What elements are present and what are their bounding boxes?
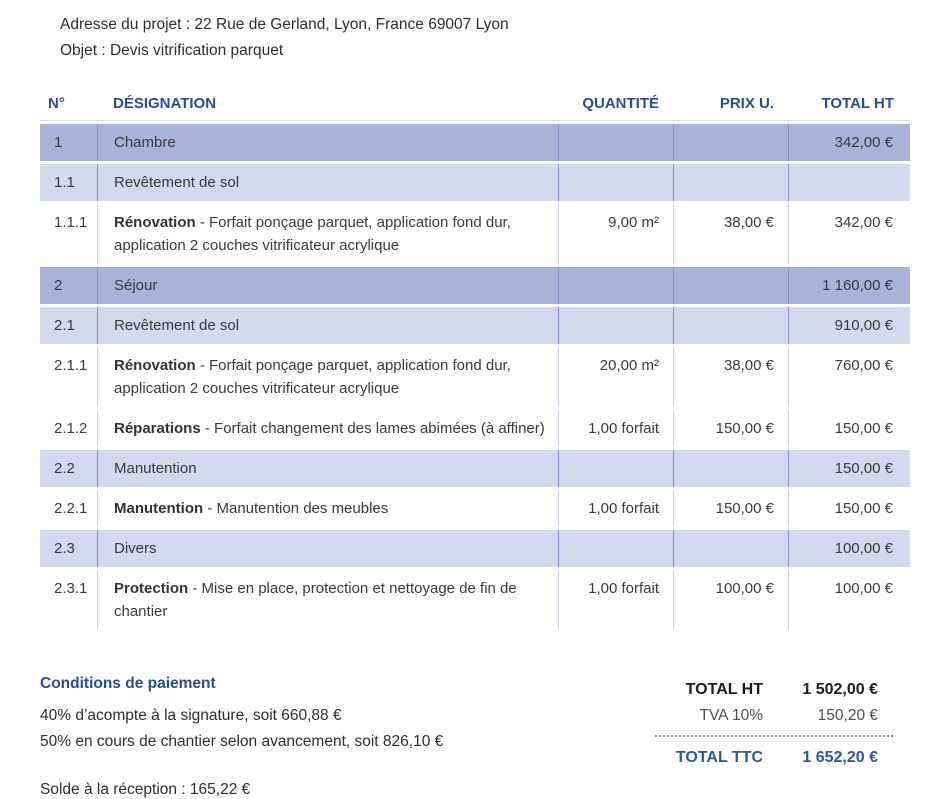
- row-unit-price: 38,00 €: [673, 204, 788, 264]
- row-total: 342,00 €: [788, 204, 910, 264]
- row-total: 150,00 €: [788, 410, 910, 447]
- row-designation: Séjour: [97, 267, 558, 304]
- project-object: Objet : Devis vitrification parquet: [60, 42, 284, 59]
- column-header-num: N°: [40, 89, 97, 121]
- table-row: [40, 490, 910, 527]
- row-quantity: [558, 267, 673, 304]
- table-header-row: [40, 89, 910, 121]
- row-quantity: 1,00 forfait: [558, 490, 673, 527]
- column-header-designation: DÉSIGNATION: [97, 89, 558, 121]
- row-designation: Revêtement de sol: [97, 307, 558, 344]
- tva-label: TVA 10%: [699, 707, 763, 724]
- items-body: [40, 124, 910, 630]
- row-total: 150,00 €: [788, 490, 910, 527]
- payment-conditions: [40, 675, 443, 799]
- table-row: [40, 267, 910, 304]
- total-ttc-row: [655, 745, 893, 771]
- row-number: 2.2.1: [40, 490, 97, 527]
- table-row: [40, 164, 910, 201]
- row-total: 760,00 €: [788, 347, 910, 407]
- row-quantity: [558, 164, 673, 201]
- document-header: [0, 0, 948, 64]
- column-header-total: TOTAL HT: [788, 89, 910, 121]
- table-row: [40, 410, 910, 447]
- row-designation: Protection - Mise en place, protection et nettoyage de fin de chantier: [97, 570, 558, 630]
- row-designation: Rénovation - Forfait ponçage parquet, application fond dur, application 2 couches vitrificateur acrylique: [97, 347, 558, 407]
- row-quantity: [558, 450, 673, 487]
- row-total: 1 160,00 €: [788, 267, 910, 304]
- table-row: [40, 530, 910, 567]
- items-table: [40, 86, 910, 633]
- total-ht-label: TOTAL HT: [685, 681, 763, 698]
- row-number: 2.1.2: [40, 410, 97, 447]
- row-quantity: [558, 307, 673, 344]
- row-quantity: [558, 124, 673, 161]
- row-total: 150,00 €: [788, 450, 910, 487]
- row-unit-price: [673, 450, 788, 487]
- row-unit-price: [673, 267, 788, 304]
- row-unit-price: [673, 164, 788, 201]
- row-unit-price: 150,00 €: [673, 410, 788, 447]
- row-total: 100,00 €: [788, 530, 910, 567]
- row-quantity: 1,00 forfait: [558, 570, 673, 630]
- row-designation: Chambre: [97, 124, 558, 161]
- total-ht-value: 1 502,00 €: [802, 681, 878, 698]
- row-number: 2.2: [40, 450, 97, 487]
- row-total: 100,00 €: [788, 570, 910, 630]
- payment-line-deposit: 40% d’acompte à la signature, soit 660,88 €: [40, 707, 342, 724]
- row-quantity: 20,00 m²: [558, 347, 673, 407]
- row-quantity: 1,00 forfait: [558, 410, 673, 447]
- table-row: [40, 347, 910, 407]
- balance-line: Solde à la réception : 165,22 €: [40, 781, 251, 798]
- column-header-quantity: QUANTITÉ: [558, 89, 673, 121]
- row-unit-price: [673, 530, 788, 567]
- row-total: [788, 164, 910, 201]
- payment-line-progress: 50% en cours de chantier selon avancement, soit 826,10 €: [40, 733, 444, 750]
- row-designation: Réparations - Forfait changement des lames abimées (à affiner): [97, 410, 558, 447]
- row-number: 2.3: [40, 530, 97, 567]
- table-row: [40, 450, 910, 487]
- row-total: 910,00 €: [788, 307, 910, 344]
- row-number: 1: [40, 124, 97, 161]
- totals-separator: [655, 735, 893, 737]
- row-number: 2.3.1: [40, 570, 97, 630]
- table-row: [40, 204, 910, 264]
- total-ht-row: [655, 677, 893, 703]
- row-unit-price: [673, 124, 788, 161]
- table-row: [40, 570, 910, 630]
- row-designation: Manutention: [97, 450, 558, 487]
- totals-block: [655, 677, 893, 799]
- row-number: 2.1: [40, 307, 97, 344]
- table-row: [40, 124, 910, 161]
- row-number: 2: [40, 267, 97, 304]
- row-unit-price: [673, 307, 788, 344]
- row-unit-price: 100,00 €: [673, 570, 788, 630]
- row-designation: Revêtement de sol: [97, 164, 558, 201]
- row-total: 342,00 €: [788, 124, 910, 161]
- row-unit-price: 38,00 €: [673, 347, 788, 407]
- total-ttc-value: 1 652,20 €: [802, 749, 878, 766]
- column-header-unit-price: PRIX U.: [673, 89, 788, 121]
- total-ttc-label: TOTAL TTC: [675, 749, 763, 766]
- tva-row: [655, 703, 893, 729]
- row-number: 2.1.1: [40, 347, 97, 407]
- table-row: [40, 307, 910, 344]
- row-designation: Divers: [97, 530, 558, 567]
- row-quantity: [558, 530, 673, 567]
- project-address: Adresse du projet : 22 Rue de Gerland, Lyon, France 69007 Lyon: [60, 16, 509, 33]
- row-designation: Manutention - Manutention des meubles: [97, 490, 558, 527]
- row-number: 1.1: [40, 164, 97, 201]
- tva-value: 150,20 €: [817, 707, 878, 724]
- payment-conditions-title: Conditions de paiement: [40, 675, 216, 692]
- row-quantity: 9,00 m²: [558, 204, 673, 264]
- document-footer: [40, 675, 893, 799]
- row-number: 1.1.1: [40, 204, 97, 264]
- row-unit-price: 150,00 €: [673, 490, 788, 527]
- row-designation: Rénovation - Forfait ponçage parquet, application fond dur, application 2 couches vitrificateur acrylique: [97, 204, 558, 264]
